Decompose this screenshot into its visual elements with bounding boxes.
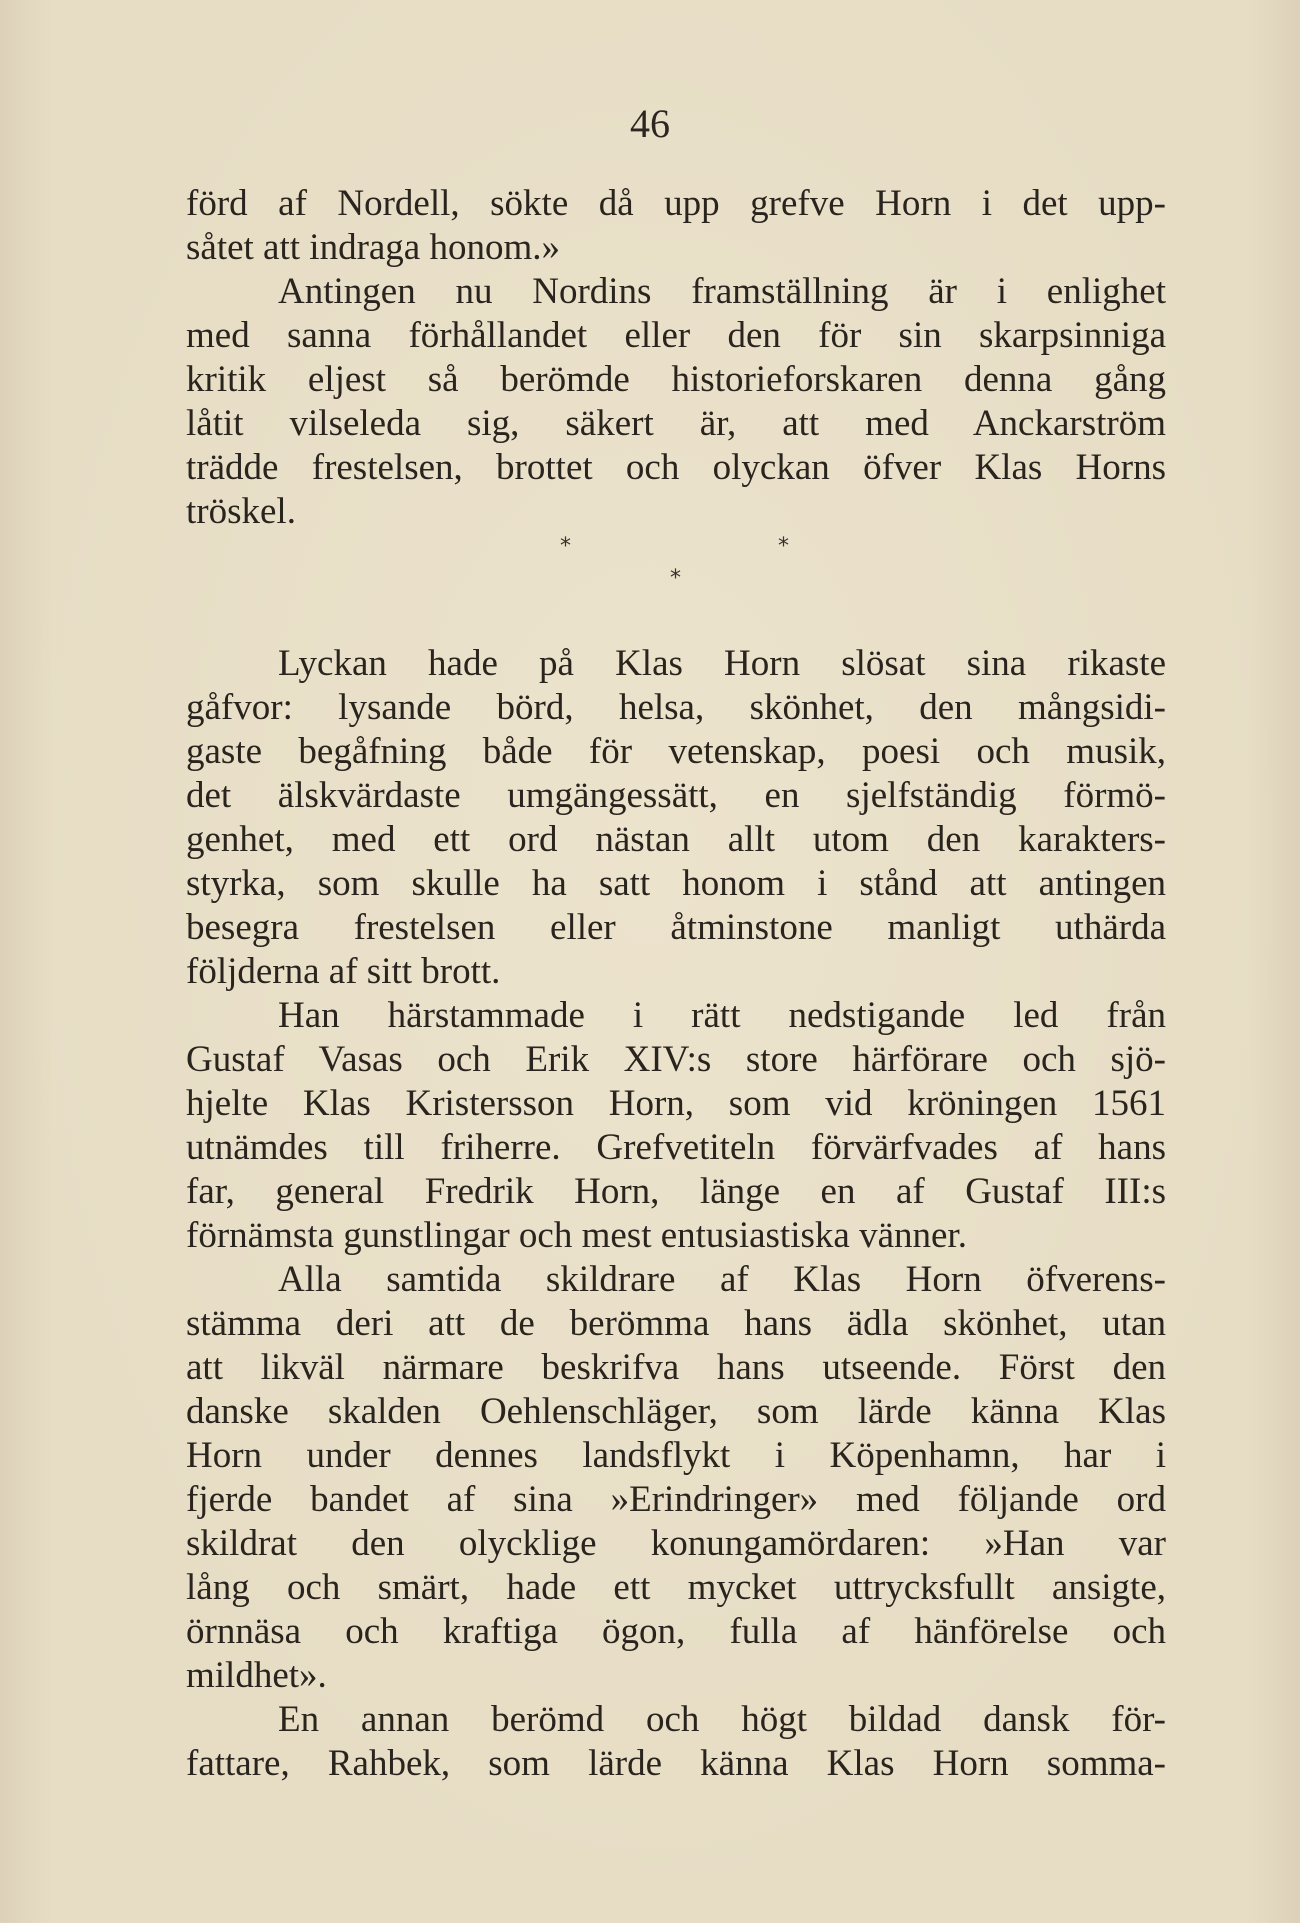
text-line: Horn under dennes landsflykt i Köpenhamn, har i <box>186 1435 1166 1476</box>
text-line: örnnäsa och kraftiga ögon, fulla af hänförelse och <box>186 1611 1166 1652</box>
text-line: förnämsta gunstlingar och mest entusiastiska vänner. <box>186 1215 967 1256</box>
text-line: kritik eljest så berömde historieforskaren denna gång <box>186 359 1166 400</box>
text-line: det älskvärdaste umgängessätt, en sjelfständig förmö- <box>186 775 1166 816</box>
text-line: gaste begåfning både för vetenskap, poesi och musik, <box>186 731 1166 772</box>
text-line: Han härstammade i rätt nedstigande led från <box>278 995 1166 1036</box>
text-line: Lyckan hade på Klas Horn slösat sina rikaste <box>278 643 1166 684</box>
text-line: såtet att indraga honom.» <box>186 227 561 268</box>
text-line: hjelte Klas Kristersson Horn, som vid kröningen 1561 <box>186 1083 1166 1124</box>
text-line: Gustaf Vasas och Erik XIV:s store härförare och sjö- <box>186 1039 1166 1080</box>
text-line: Alla samtida skildrare af Klas Horn öfverens- <box>278 1259 1166 1300</box>
text-line: fattare, Rahbek, som lärde känna Klas Horn somma- <box>186 1743 1166 1784</box>
text-line: med sanna förhållandet eller den för sin skarpsinniga <box>186 315 1166 356</box>
text-line: att likväl närmare beskrifva hans utseende. Först den <box>186 1347 1166 1388</box>
text-line: skildrat den olycklige konungamördaren: »Han var <box>186 1523 1166 1564</box>
page-number: 46 <box>630 101 670 146</box>
text-line: fjerde bandet af sina »Erindringer» med följande ord <box>186 1479 1166 1520</box>
text-line: genhet, med ett ord nästan allt utom den karakters- <box>186 819 1166 860</box>
text-line: låtit vilseleda sig, säkert är, att med Anckarström <box>186 403 1166 444</box>
text-line: En annan berömd och högt bildad dansk för- <box>278 1699 1166 1740</box>
text-line: mildhet». <box>186 1655 327 1696</box>
text-line: danske skalden Oehlenschläger, som lärde känna Klas <box>186 1391 1166 1432</box>
text-line: stämma deri att de berömma hans ädla skönhet, utan <box>186 1303 1166 1344</box>
text-line: styrka, som skulle ha satt honom i stånd att antingen <box>186 863 1166 904</box>
text-line: besegra frestelsen eller åtminstone manligt uthärda <box>186 907 1166 948</box>
text-line: utnämdes till friherre. Grefvetiteln förvärfvades af hans <box>186 1127 1166 1168</box>
text-line: förd af Nordell, sökte då upp grefve Horn i det upp- <box>186 183 1166 224</box>
text-line: trädde frestelsen, brottet och olyckan öfver Klas Horns <box>186 447 1166 488</box>
text-line: gåfvor: lysande börd, helsa, skönhet, den mångsidi- <box>186 687 1166 728</box>
text-line: far, general Fredrik Horn, länge en af Gustaf III:s <box>186 1171 1166 1212</box>
asterisk-ornament: * <box>670 566 681 591</box>
section-break-asterism <box>186 534 1166 642</box>
text-line: Antingen nu Nordins framställning är i enlighet <box>278 271 1166 312</box>
text-line: lång och smärt, hade ett mycket uttrycksfullt ansigte, <box>186 1567 1166 1608</box>
text-line: tröskel. <box>186 491 296 532</box>
body-text <box>186 182 1166 1786</box>
text-line: följderna af sitt brott. <box>186 951 501 992</box>
asterisk-ornament: * <box>560 534 571 559</box>
asterisk-ornament: * <box>778 534 789 559</box>
